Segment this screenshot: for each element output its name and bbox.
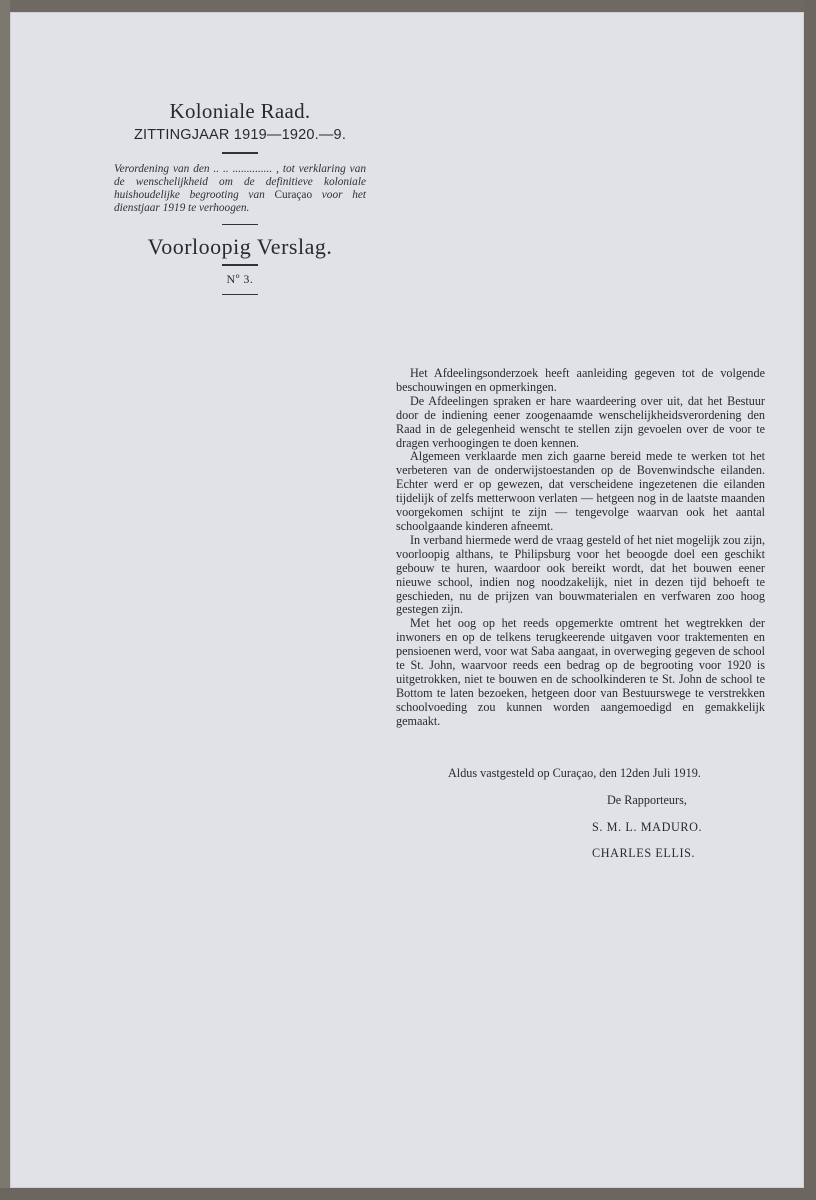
- ordinance-lead: Verordening van den .. .. .............. , tot verklaring van de wenschelijkheid om de definitieve koloniale huishoudelijke begrooting van: [114, 162, 366, 201]
- divider: [222, 152, 258, 154]
- divider: [222, 264, 258, 266]
- divider: [222, 224, 258, 226]
- report-title: Voorloopig Verslag.: [147, 234, 333, 260]
- paragraph: Het Afdeelingsonderzoek heeft aanleiding gegeven tot de volgende beschouwingen en opmerkingen.: [396, 366, 765, 394]
- ordinance-place: Curaçao: [274, 188, 313, 201]
- scan-border-top: [0, 0, 816, 12]
- ordinance-description: [114, 163, 366, 215]
- paragraph: De Afdeelingen spraken er hare waardeering over uit, dat het Bestuur door de indiening eener zoogenaamde wenschelijkheidsverordening den Raad in de gelegenheid wenscht te stellen zijn gevoelen over de voor te dragen verhoogingen te doen kennen.: [396, 393, 765, 450]
- scan-border-right: [804, 0, 816, 1200]
- paragraph: Algemeen verklaarde men zich gaarne bereid mede te werken tot het verbeteren van de onderwijstoestanden op de Bovenwindsche eilanden. Echter werd er op gewezen, dat verscheidene ingezetenen die eilanden tijdelijk of zelfs metterwoon verlaten — hetgeen nog in de laatste maanden voorgekomen schijnt te zijn — tengevolge waarvan ook het aantal schoolgaande kinderen afneemt.: [396, 449, 765, 533]
- scan-border-bottom: [0, 1188, 816, 1200]
- paragraph: Met het oog op het reeds opgemerkte omtrent het wegtrekken der inwoners en op de telkens terugkeerende uitgaven voor traktementen en pensioenen werd, voor wat Saba aangaat, in overweging gegeven de school te St. John, waarvoor reeds een bedrag op de begrooting voor 1920 is uitgetrokken, niet te bouwen en de schoolkinderen te St. John de school te Bottom te laten bezoeken, hetgeen door van Bestuurswege te verstrekken schoolvoeding zou kunnen worden aangemoedigd en gemakkelijk gemaakt.: [396, 616, 765, 728]
- report-body: [396, 367, 765, 729]
- session-year: ZITTINGJAAR 1919—1920.—9.: [133, 127, 347, 144]
- divider: [222, 294, 258, 296]
- document-header: [110, 100, 370, 295]
- place-date: Aldus vastgesteld op Curaçao, den 12den Juli 1919.: [448, 766, 701, 780]
- signature-maduro: S. M. L. MADURO.: [592, 820, 703, 834]
- ordinance-tail: voor het dienstjaar 1919 te verhoogen.: [114, 188, 366, 214]
- signature-ellis: CHARLES ELLIS.: [592, 846, 696, 860]
- council-title: Koloniale Raad.: [169, 99, 311, 123]
- scan-border-left: [0, 0, 10, 1200]
- rapporteurs-label: De Rapporteurs,: [607, 793, 687, 807]
- paragraph: In verband hiermede werd de vraag gesteld of het niet mogelijk zou zijn, voorloopig althans, te Philipsburg voor het beoogde doel een geschikt gebouw te huren, waardoor ook bereikt wordt, dat het bouwen eener nieuwe school, indien nog noodzakelijk, niet in dezen tijd behoeft te geschieden, nu de prijzen van bouwmaterialen en verfwaren zoo hoog gestegen zijn.: [396, 532, 765, 617]
- document-number: Nº 3.: [226, 271, 254, 286]
